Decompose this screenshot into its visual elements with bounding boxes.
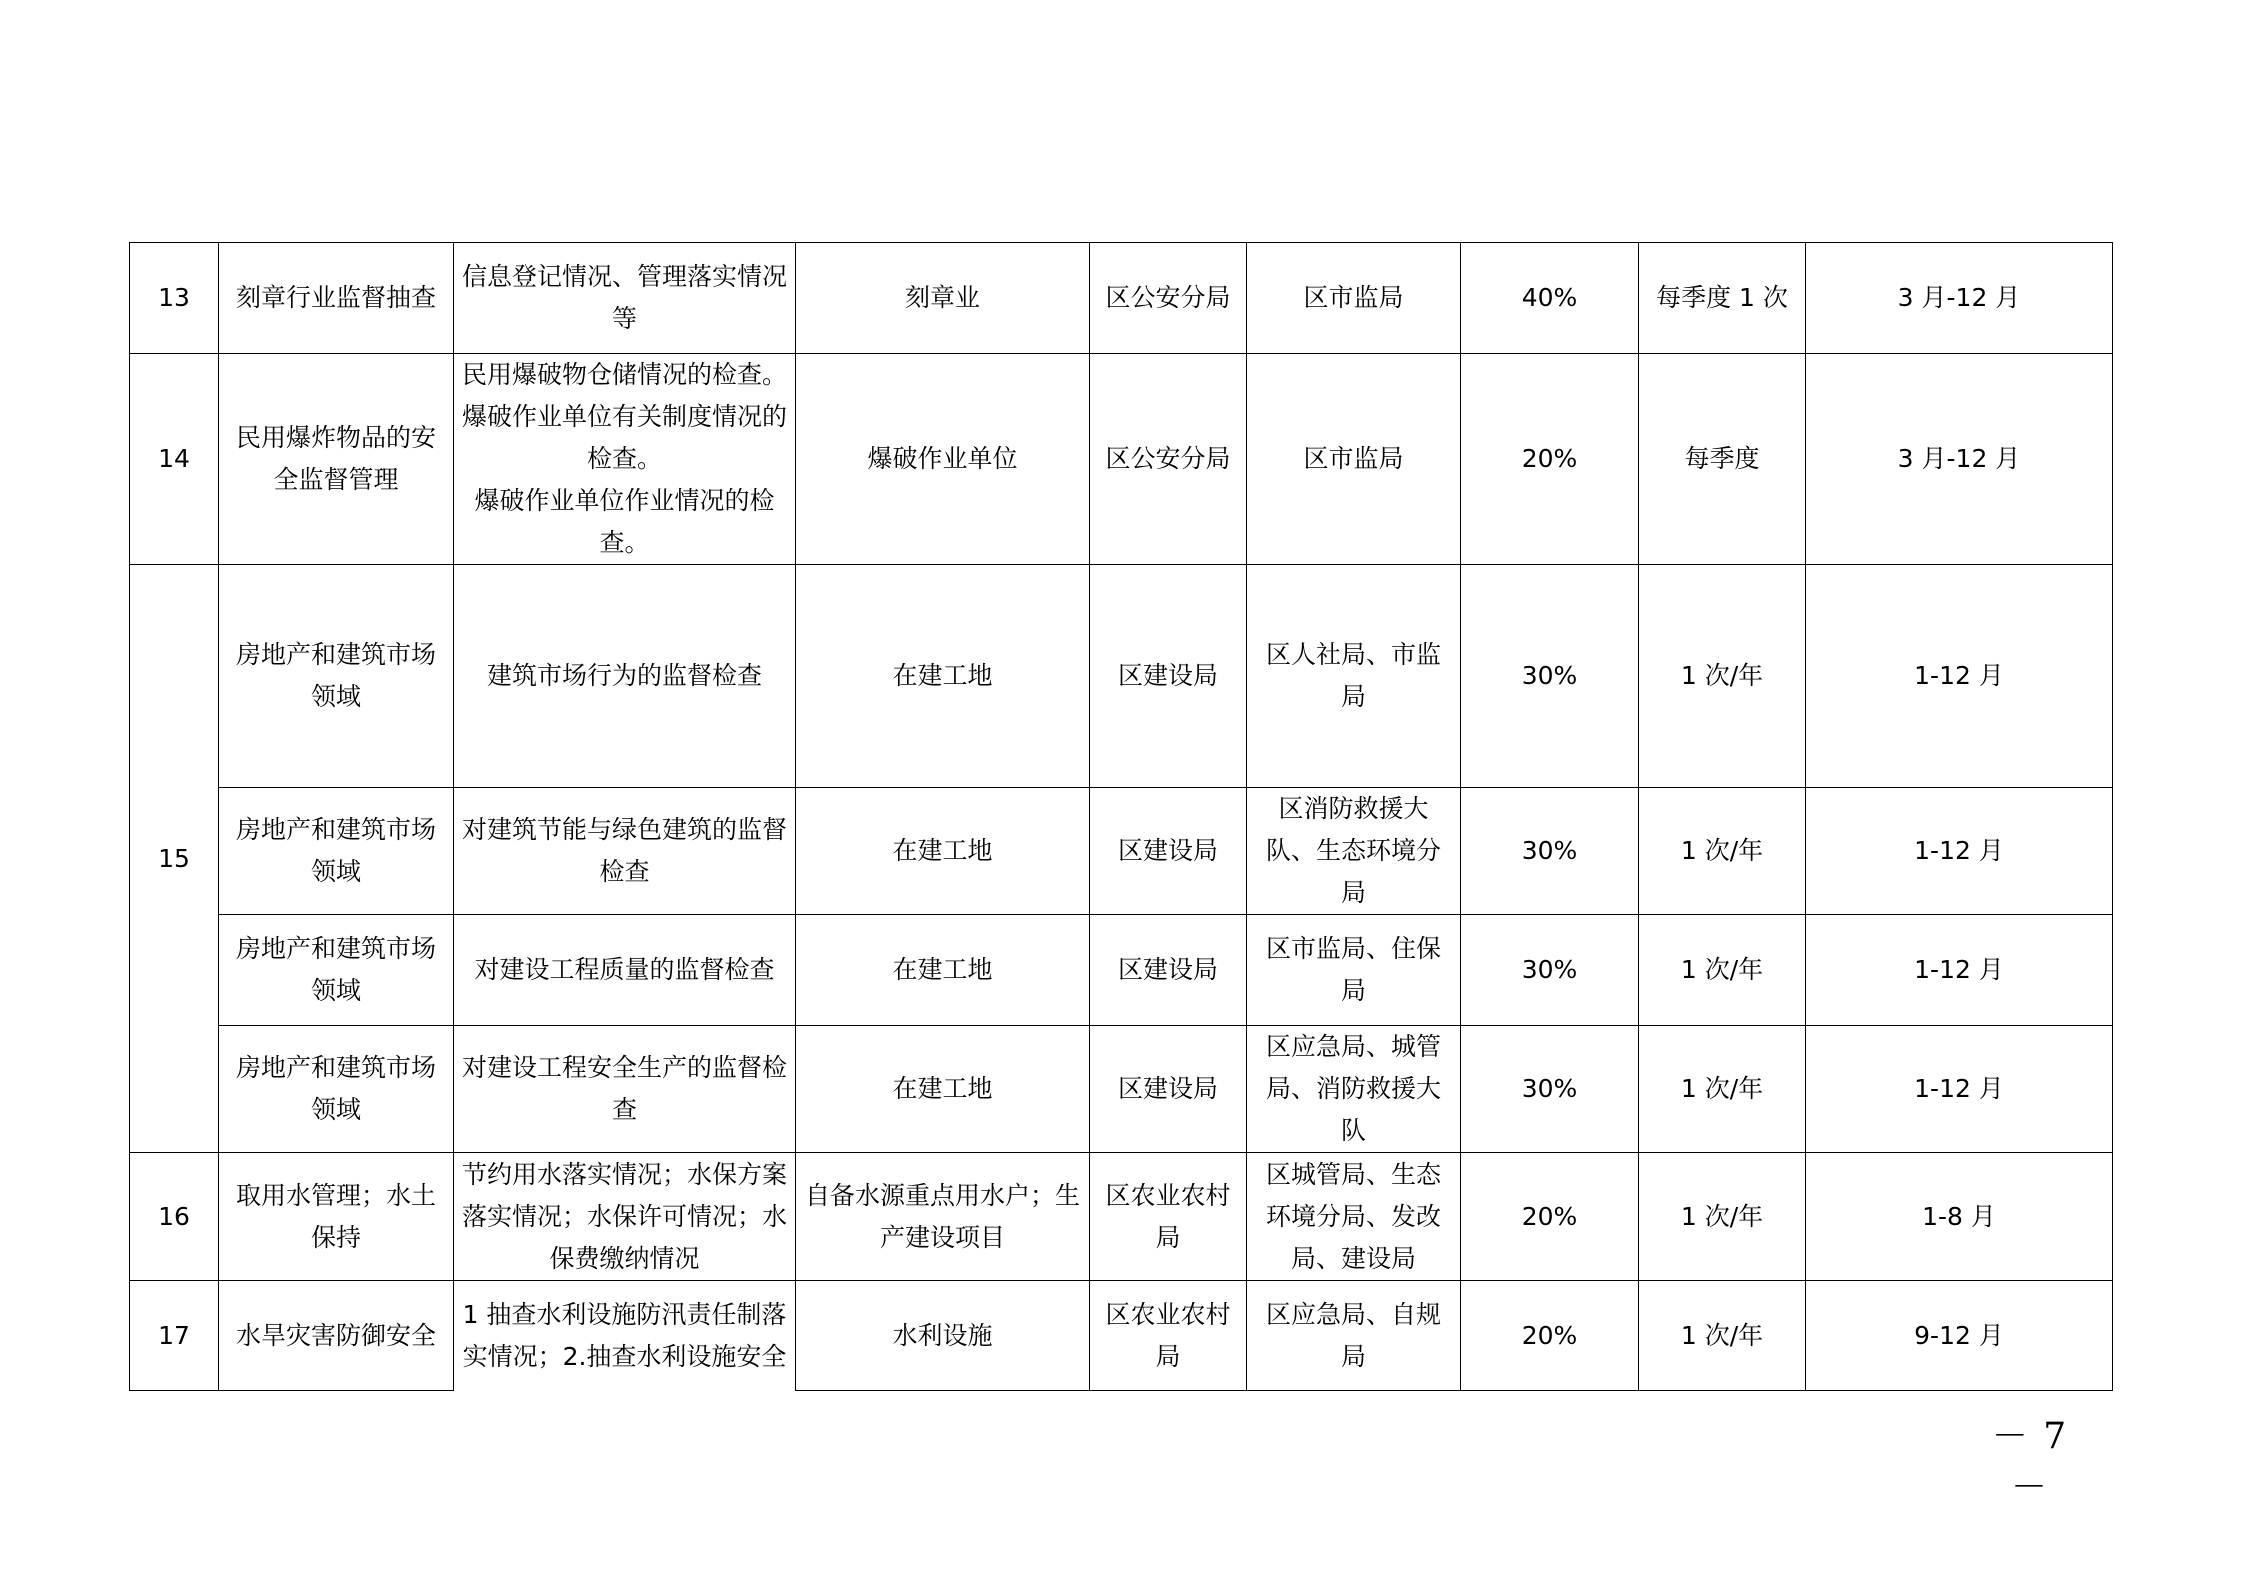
- frequency: 1 次/年: [1639, 1153, 1806, 1281]
- inspection-item: 民用爆炸物品的安全监督管理: [219, 354, 454, 565]
- content-line: 民用爆破物仓储情况的检查。: [462, 360, 788, 389]
- table-row: [130, 565, 2113, 788]
- inspection-table: [129, 242, 2113, 1391]
- inspection-content: [454, 354, 796, 565]
- lead-department: 区农业农村局: [1090, 1153, 1247, 1281]
- table-row: [130, 788, 2113, 915]
- frequency: 每季度 1 次: [1639, 243, 1806, 354]
- table-row: [130, 915, 2113, 1026]
- sampling-ratio: 20%: [1461, 354, 1639, 565]
- period: 1-12 月: [1806, 788, 2113, 915]
- period: 1-12 月: [1806, 915, 2113, 1026]
- inspection-target: 水利设施: [796, 1281, 1090, 1391]
- inspection-content: 对建筑节能与绿色建筑的监督检查: [454, 788, 796, 915]
- table-row: [130, 243, 2113, 354]
- sampling-ratio: 30%: [1461, 915, 1639, 1026]
- table-row: [130, 1026, 2113, 1153]
- inspection-item: 刻章行业监督抽查: [219, 243, 454, 354]
- cooperating-department: 区应急局、城管局、消防救援大队: [1247, 1026, 1461, 1153]
- cooperating-department: 区应急局、自规局: [1247, 1281, 1461, 1391]
- inspection-content: 信息登记情况、管理落实情况等: [454, 243, 796, 354]
- inspection-content: 对建设工程质量的监督检查: [454, 915, 796, 1026]
- inspection-target: 在建工地: [796, 915, 1090, 1026]
- inspection-target: 在建工地: [796, 1026, 1090, 1153]
- frequency: 1 次/年: [1639, 788, 1806, 915]
- period: 3 月-12 月: [1806, 354, 2113, 565]
- cooperating-department: 区市监局: [1247, 354, 1461, 565]
- inspection-content: 对建设工程安全生产的监督检查: [454, 1026, 796, 1153]
- table-row: [130, 354, 2113, 565]
- inspection-content: 节约用水落实情况；水保方案落实情况；水保许可情况；水保费缴纳情况: [454, 1153, 796, 1281]
- inspection-content: 1 抽查水利设施防汛责任制落实情况；2.抽查水利设施安全: [454, 1281, 796, 1391]
- inspection-target: 刻章业: [796, 243, 1090, 354]
- content-line: 爆破作业单位有关制度情况的检查。: [462, 402, 788, 473]
- frequency: 1 次/年: [1639, 915, 1806, 1026]
- sampling-ratio: 20%: [1461, 1153, 1639, 1281]
- cooperating-department: 区消防救援大队、生态环境分局: [1247, 788, 1461, 915]
- lead-department: 区建设局: [1090, 565, 1247, 788]
- row-number: 17: [130, 1281, 219, 1391]
- row-number: 14: [130, 354, 219, 565]
- period: 3 月-12 月: [1806, 243, 2113, 354]
- sampling-ratio: 30%: [1461, 565, 1639, 788]
- sampling-ratio: 40%: [1461, 243, 1639, 354]
- sampling-ratio: 20%: [1461, 1281, 1639, 1391]
- frequency: 1 次/年: [1639, 565, 1806, 788]
- row-number: 13: [130, 243, 219, 354]
- inspection-target: 爆破作业单位: [796, 354, 1090, 565]
- inspection-item: 房地产和建筑市场领域: [219, 565, 454, 788]
- inspection-item: 房地产和建筑市场领域: [219, 788, 454, 915]
- cooperating-department: 区市监局、住保局: [1247, 915, 1461, 1026]
- inspection-item: 房地产和建筑市场领域: [219, 1026, 454, 1153]
- inspection-target: 在建工地: [796, 565, 1090, 788]
- table-row: [130, 1281, 2113, 1391]
- cooperating-department: 区人社局、市监局: [1247, 565, 1461, 788]
- lead-department: 区公安分局: [1090, 243, 1247, 354]
- lead-department: 区建设局: [1090, 1026, 1247, 1153]
- sampling-ratio: 30%: [1461, 788, 1639, 915]
- cooperating-department: 区市监局: [1247, 243, 1461, 354]
- period: 1-8 月: [1806, 1153, 2113, 1281]
- content-line: 爆破作业单位作业情况的检查。: [474, 486, 775, 557]
- inspection-item: 取用水管理；水土保持: [219, 1153, 454, 1281]
- sampling-ratio: 30%: [1461, 1026, 1639, 1153]
- lead-department: 区建设局: [1090, 915, 1247, 1026]
- lead-department: 区农业农村局: [1090, 1281, 1247, 1391]
- lead-department: 区公安分局: [1090, 354, 1247, 565]
- inspection-item: 房地产和建筑市场领域: [219, 915, 454, 1026]
- table-row: [130, 1153, 2113, 1281]
- cooperating-department: 区城管局、生态环境分局、发改局、建设局: [1247, 1153, 1461, 1281]
- inspection-item: 水旱灾害防御安全: [219, 1281, 454, 1391]
- period: 1-12 月: [1806, 565, 2113, 788]
- inspection-content: 建筑市场行为的监督检查: [454, 565, 796, 788]
- frequency: 1 次/年: [1639, 1026, 1806, 1153]
- row-number: 15: [130, 565, 219, 1153]
- frequency: 1 次/年: [1639, 1281, 1806, 1391]
- row-number: 16: [130, 1153, 219, 1281]
- period: 9-12 月: [1806, 1281, 2113, 1391]
- period: 1-12 月: [1806, 1026, 2113, 1153]
- frequency: 每季度: [1639, 354, 1806, 565]
- page-number: － 7 －: [1991, 1416, 2069, 1508]
- inspection-target: 在建工地: [796, 788, 1090, 915]
- inspection-target: 自备水源重点用水户；生产建设项目: [796, 1153, 1090, 1281]
- lead-department: 区建设局: [1090, 788, 1247, 915]
